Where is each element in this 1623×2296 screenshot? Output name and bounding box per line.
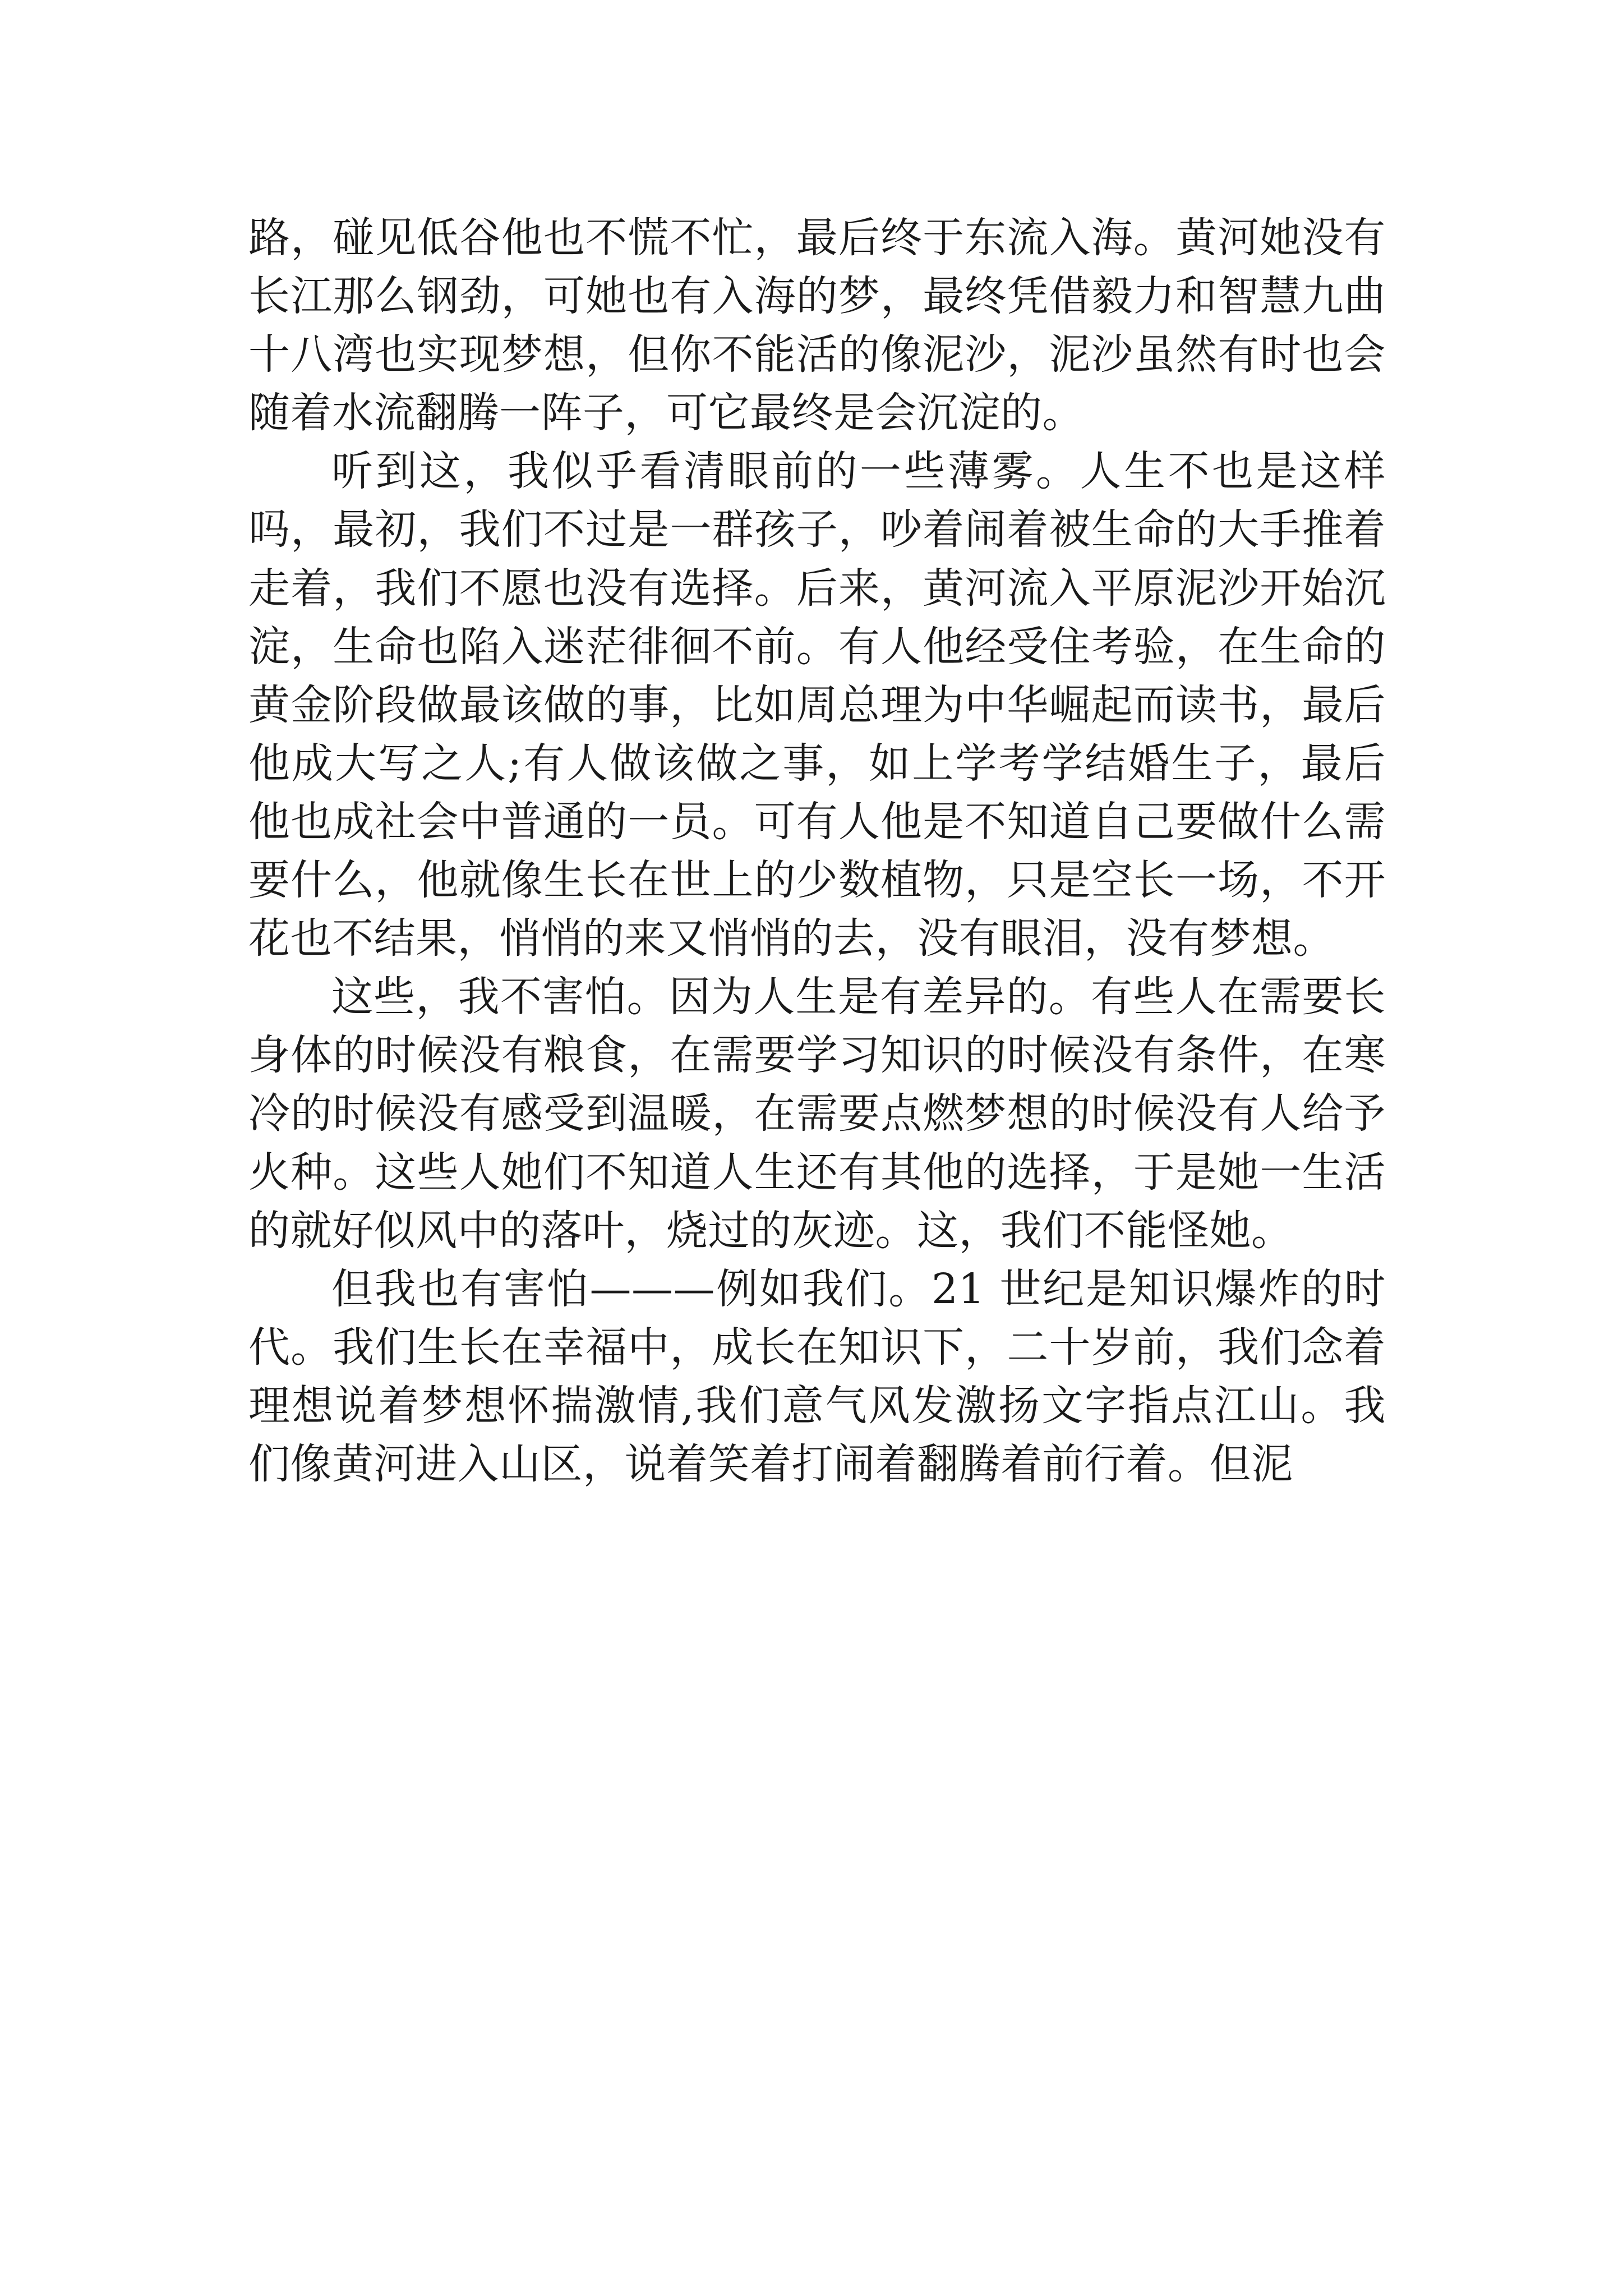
paragraph-1: 路，碰见低谷他也不慌不忙，最后终于东流入海。黄河她没有长江那么钢劲，可她也有入海的梦，最终凭借毅力和智慧九曲十八湾也实现梦想，但你不能活的像泥沙，泥沙虽然有时也会随着水流翻腾一阵子，可它最终是会沉淀的。 — [248, 214, 1386, 438]
paragraph-4: 但我也有害怕———例如我们。21 世纪是知识爆炸的时代。我们生长在幸福中，成长在知识下，二十岁前，我们念着理想说着梦想怀揣激情,我们意气风发激扬文字指点江山。我们像黄河进入山区，说着笑着打闹着翻腾着前行着。但泥 — [248, 1264, 1386, 1488]
paragraph-2: 听到这，我似乎看清眼前的一些薄雾。人生不也是这样吗，最初，我们不过是一群孩子，吵着闹着被生命的大手推着走着，我们不愿也没有选择。后来，黄河流入平原泥沙开始沉淀，生命也陷入迷茫徘徊不前。有人他经受住考验，在生命的黄金阶段做最该做的事，比如周总理为中华崛起而读书，最后他成大写之人;有人做该做之事，如上学考学结婚生子，最后他也成社会中普通的一员。可有人他是不知道自己要做什么需要什么，他就像生长在世上的少数植物，只是空长一场，不开花也不结果，悄悄的来又悄悄的去，没有眼泪，没有梦想。 — [248, 447, 1386, 963]
paragraph-3: 这些，我不害怕。因为人生是有差异的。有些人在需要长身体的时候没有粮食，在需要学习知识的时候没有条件，在寒冷的时候没有感受到温暖，在需要点燃梦想的时候没有人给予火种。这些人她们不知道人生还有其他的选择，于是她一生活的就好似风中的落叶，烧过的灰迹。这，我们不能怪她。 — [248, 973, 1386, 1255]
document-body — [248, 209, 1386, 1493]
